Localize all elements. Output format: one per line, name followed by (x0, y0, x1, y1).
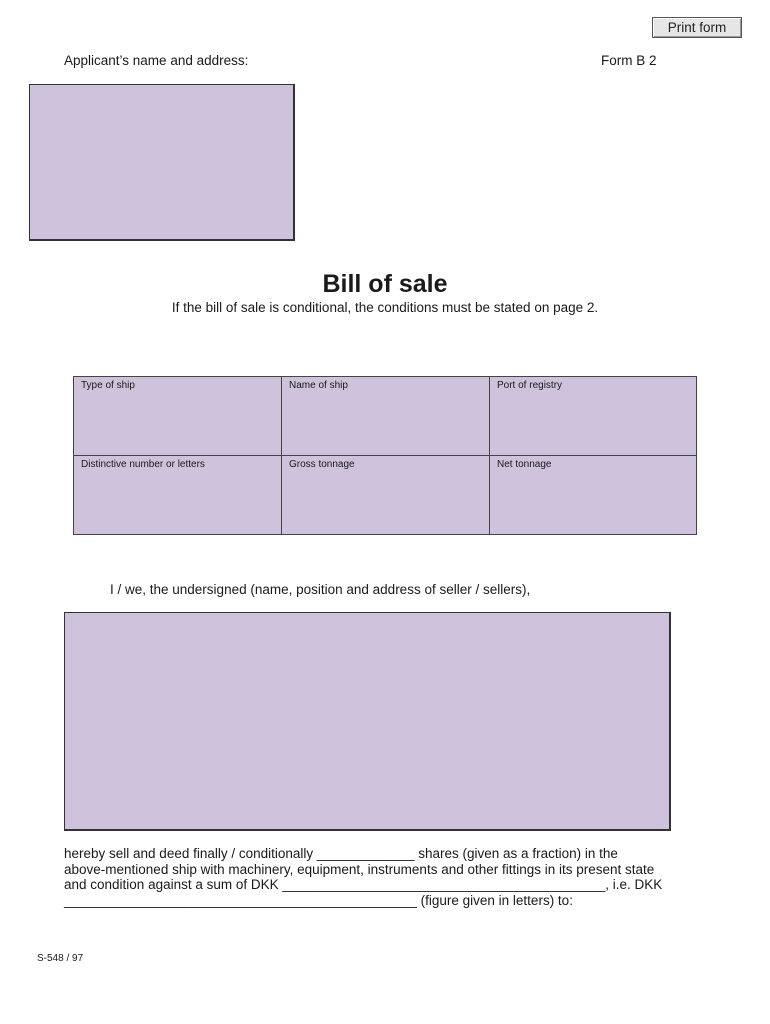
sale-line-2: above-mentioned ship with machinery, equipment, instruments and other fittings in its present state (64, 861, 655, 877)
sale-line-3: and condition against a sum of DKK ___________________________________________, i.e. DKK (64, 877, 663, 892)
page-title: Bill of sale (322, 270, 448, 298)
print-form-button[interactable]: Print form (652, 17, 742, 38)
ship-details-table (73, 376, 697, 535)
distinctive-number-field[interactable] (74, 456, 282, 534)
sale-statement (64, 846, 704, 908)
port-of-registry-field[interactable] (490, 377, 696, 456)
gross-tonnage-field[interactable] (282, 456, 490, 534)
sale-line-1: hereby sell and deed finally / conditionally _____________ shares (given as a fraction) in the (64, 846, 618, 861)
net-tonnage-label: Net tonnage (497, 459, 552, 470)
form-number: Form B 2 (601, 53, 657, 68)
name-of-ship-field[interactable] (282, 377, 490, 456)
gross-tonnage-label: Gross tonnage (289, 459, 355, 470)
applicant-label: Applicant’s name and address: (64, 53, 249, 68)
page-subtitle: If the bill of sale is conditional, the conditions must be stated on page 2. (171, 300, 599, 315)
net-tonnage-field[interactable] (490, 456, 696, 534)
seller-label: I / we, the undersigned (name, position and address of seller / sellers), (110, 582, 531, 597)
seller-details-field[interactable] (64, 612, 671, 831)
name-of-ship-label: Name of ship (289, 380, 348, 391)
distinctive-number-label: Distinctive number or letters (81, 459, 205, 470)
type-of-ship-field[interactable] (74, 377, 282, 456)
form-code: S-548 / 97 (37, 953, 84, 964)
port-of-registry-label: Port of registry (497, 380, 563, 391)
applicant-name-address-field[interactable] (29, 84, 295, 241)
type-of-ship-label: Type of ship (81, 380, 135, 391)
sale-line-4: _______________________________________________ (figure given in letters) to: (64, 892, 573, 908)
